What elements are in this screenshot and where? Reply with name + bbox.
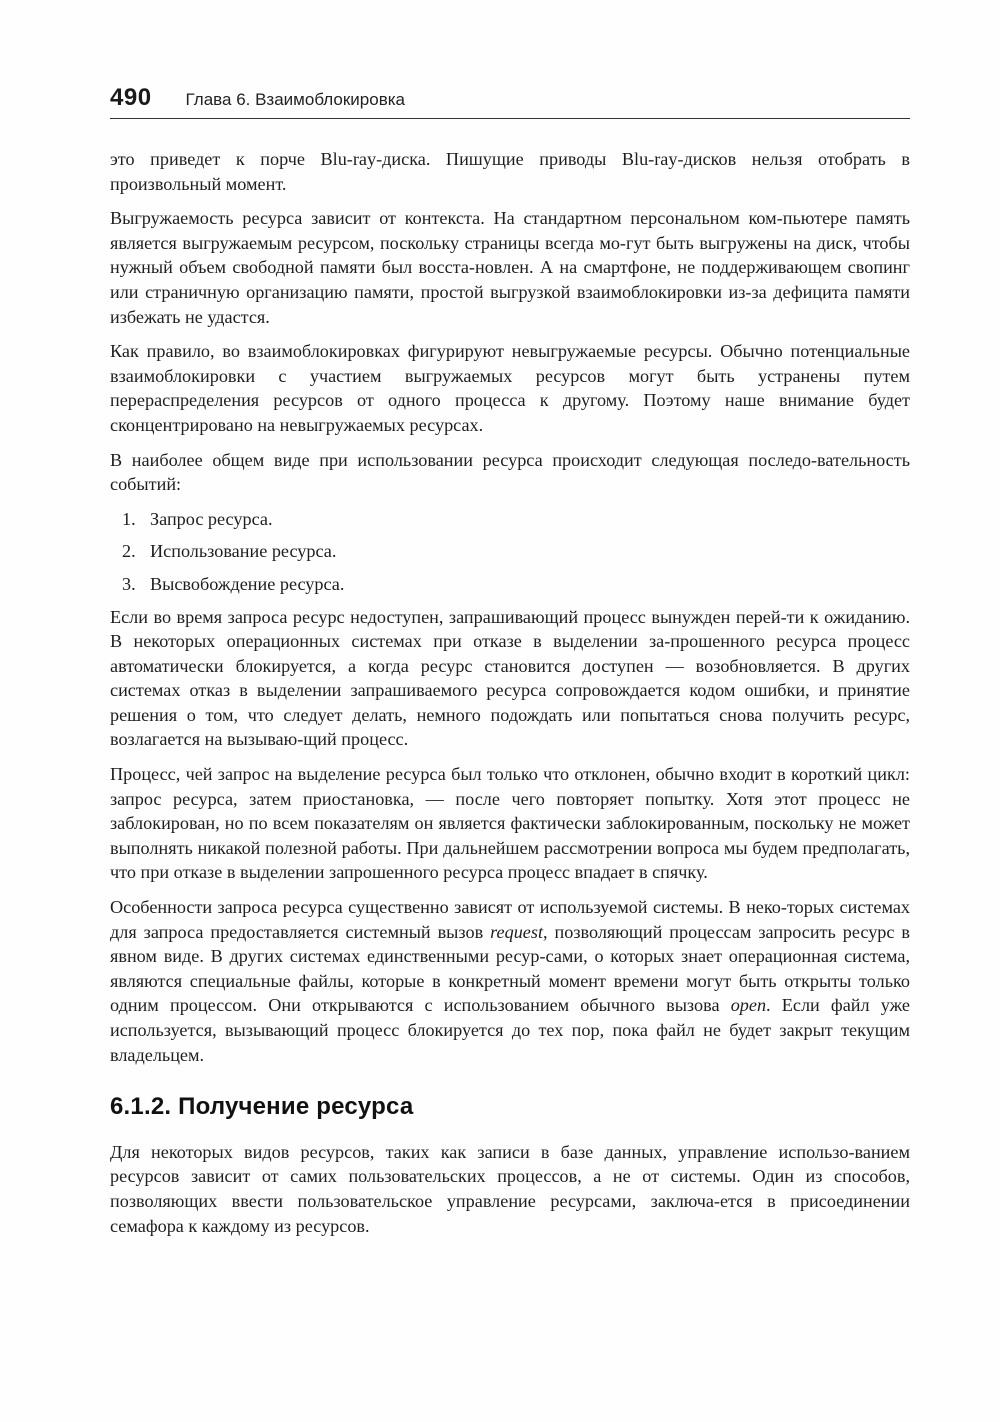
- paragraph-3: Как правило, во взаимоблокировках фигурируют невыгружаемые ресурсы. Обычно потенциальные взаимоблокировки с участием выгружаемых ресурсов могут быть устранены путем перераспределения ресурсов от одного процесса к другому. Поэтому наше внимание будет сконцентрировано на невыгружаемых ресурсах.: [110, 341, 910, 435]
- list-item: [110, 539, 910, 564]
- list-item: [110, 507, 910, 532]
- paragraph-8: Для некоторых видов ресурсов, таких как записи в базе данных, управление использо-ванием ресурсов зависит от самих пользовательских процессов, а не от системы. Один из способов, позволяющих ввести пользовательское управление ресурсами, заключа-ется в присоединении семафора к каждому из ресурсов.: [110, 1141, 910, 1236]
- chapter-title: Глава 6. Взаимоблокировка: [185, 90, 405, 109]
- steps-list: [110, 507, 910, 597]
- list-item-number: 1.: [122, 508, 136, 529]
- running-head: [110, 84, 910, 119]
- list-item-number: 2.: [122, 541, 136, 562]
- body-text: [110, 147, 910, 1248]
- list-item-text: Использование ресурса.: [150, 541, 337, 562]
- paragraph-7-part-c: . Если файл уже используется, вызывающий процесс блокируется до тех пор, пока файл не будет закрыт текущим владельцем.: [110, 995, 910, 1065]
- page-number: 490: [110, 84, 152, 111]
- list-item-text: Высвобождение ресурса.: [150, 573, 345, 594]
- list-item: [110, 572, 910, 597]
- paragraph-7: [110, 895, 910, 1067]
- list-item-text: Запрос ресурса.: [150, 508, 273, 529]
- paragraph-4: В наиболее общем виде при использовании ресурса происходит следующая последо-вательность событий:: [110, 449, 910, 495]
- paragraph-6: Процесс, чей запрос на выделение ресурса был только что отклонен, обычно входит в короткий цикл: запрос ресурса, затем приостановка, — после чего повторяет попытку. Хотя этот процесс не заблокирован, но по всем показателям он является фактически заблокированным, поскольку не может выполнять никакой полезной работы. При дальнейшем рассмотрении вопроса мы будем предполагать, что при отказе в выделении запрошенного ресурса процесс впадает в спячку.: [110, 764, 910, 883]
- paragraph-5: Если во время запроса ресурс недоступен, запрашивающий процесс вынужден перей-ти к ожиданию. В некоторых операционных системах при отказе в выделении за-прошенного ресурса процесс автоматически блокируется, а когда ресурс становится доступен — возобновляется. В других системах отказ в выделении запрашиваемого ресурса сопровождается кодом ошибки, и принятие решения о том, что следует делать, немного подождать или попытаться снова получить ресурс, возлагается на вызываю-щий процесс.: [110, 606, 910, 750]
- section-heading: 6.1.2. Получение ресурса: [110, 1093, 414, 1121]
- paragraph-1: это приведет к порче Blu-ray-диска. Пишущие приводы Blu-ray-дисков нельзя отобрать в произвольный момент.: [110, 149, 910, 194]
- paragraph-2: Выгружаемость ресурса зависит от контекста. На стандартном персональном ком-пьютере память является выгружаемым ресурсом, поскольку страницы всегда мо-гут быть выгружены на диск, чтобы нужный объем свободной памяти был восста-новлен. А на смартфоне, не поддерживающем свопинг или страничную организацию памяти, простой выгрузкой взаимоблокировки из-за дефицита памяти избежать не удастся.: [110, 208, 910, 327]
- request-syscall: request: [490, 921, 543, 942]
- list-item-number: 3.: [122, 573, 136, 594]
- paragraph-7-part-a: Особенности запроса ресурса существенно зависят от используемой системы. В неко-торых системах для запроса предоставляется системный вызов: [110, 897, 910, 942]
- open-syscall: open: [730, 995, 767, 1016]
- paragraph-7-part-b: , позволяющий процессам запросить ресурс в явном виде. В других системах единственными ресур-сами, о которых знает операционная система, являются специальные файлы, которые в конкретный момент времени могут быть открыты только одним процессом. Они открываются с использованием обычного вызова: [110, 921, 910, 1016]
